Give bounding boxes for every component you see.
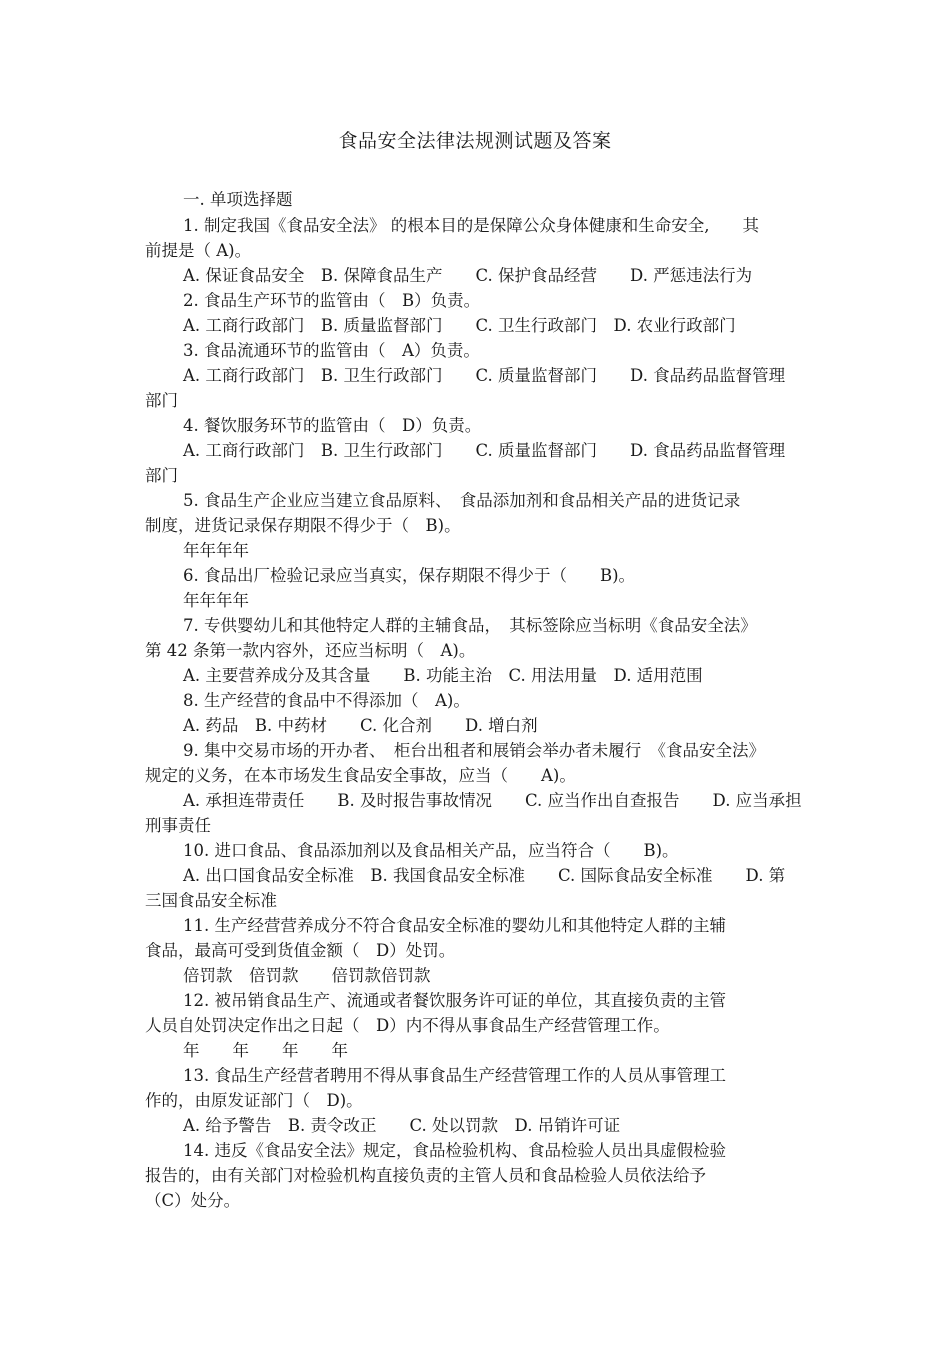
section-heading: 一. 单项选择题 [183, 190, 293, 209]
question-12: 12. 被吊销食品生产、流通或者餐饮服务许可证的单位，其直接负责的主管 [183, 991, 726, 1010]
question-9-cont: 规定的义务，在本市场发生食品安全事故，应当（ A)。 [145, 766, 576, 785]
question-5: 5. 食品生产企业应当建立食品原料、 食品添加剂和食品相关产品的进货记录 [183, 491, 741, 510]
question-11-cont: 食品，最高可受到货值金额（ D）处罚。 [145, 941, 456, 960]
question-14-cont-2: （C）处分。 [145, 1191, 241, 1210]
question-6: 6. 食品出厂检验记录应当真实，保存期限不得少于（ B)。 [183, 566, 636, 585]
question-8-options: A. 药品 B. 中药材 C. 化合剂 D. 增白剂 [183, 716, 538, 735]
question-1-cont: 前提是（ A)。 [145, 241, 252, 260]
question-3: 3. 食品流通环节的监管由（ A）负责。 [183, 341, 480, 360]
question-7-options: A. 主要营养成分及其含量 B. 功能主治 C. 用法用量 D. 适用范围 [183, 666, 703, 685]
question-11-options: 倍罚款 倍罚款 倍罚款倍罚款 [183, 966, 431, 985]
question-7-cont: 第 42 条第一款内容外，还应当标明（ A)。 [145, 641, 476, 660]
question-9-options: A. 承担连带责任 B. 及时报告事故情况 C. 应当作出自查报告 D. 应当承担 [183, 791, 802, 810]
question-10: 10. 进口食品、食品添加剂以及食品相关产品，应当符合（ B)。 [183, 841, 679, 860]
question-6-options: 年年年年 [183, 591, 249, 610]
question-3-options-cont: 部门 [145, 391, 178, 410]
question-10-options-cont: 三国食品安全标准 [145, 891, 277, 910]
question-13: 13. 食品生产经营者聘用不得从事食品生产经营管理工作的人员从事管理工 [183, 1066, 726, 1085]
question-4-options: A. 工商行政部门 B. 卫生行政部门 C. 质量监督部门 D. 食品药品监督管理 [183, 441, 786, 460]
question-14-cont: 报告的，由有关部门对检验机构直接负责的主管人员和食品检验人员依法给予 [145, 1166, 706, 1185]
question-5-cont: 制度，进货记录保存期限不得少于（ B)。 [145, 516, 461, 535]
question-12-options: 年 年 年 年 [183, 1041, 348, 1060]
question-4-options-cont: 部门 [145, 466, 178, 485]
question-2-options: A. 工商行政部门 B. 质量监督部门 C. 卫生行政部门 D. 农业行政部门 [183, 316, 736, 335]
question-1-options: A. 保证食品安全 B. 保障食品生产 C. 保护食品经营 D. 严惩违法行为 [183, 266, 753, 285]
question-11: 11. 生产经营营养成分不符合食品安全标准的婴幼儿和其他特定人群的主辅 [183, 916, 726, 935]
document-title: 食品安全法律法规测试题及答案 [338, 130, 612, 152]
question-14: 14. 违反《食品安全法》规定，食品检验机构、食品检验人员出具虚假检验 [183, 1141, 726, 1160]
question-9: 9. 集中交易市场的开办者、 柜台出租者和展销会举办者未履行 《食品安全法》 [183, 741, 765, 760]
question-13-cont: 作的，由原发证部门（ D)。 [145, 1091, 363, 1110]
question-5-options: 年年年年 [183, 541, 249, 560]
question-4: 4. 餐饮服务环节的监管由（ D）负责。 [183, 416, 482, 435]
question-2: 2. 食品生产环节的监管由（ B）负责。 [183, 291, 481, 310]
question-3-options: A. 工商行政部门 B. 卫生行政部门 C. 质量监督部门 D. 食品药品监督管理 [183, 366, 786, 385]
question-10-options: A. 出口国食品安全标准 B. 我国食品安全标准 C. 国际食品安全标准 D. 第 [183, 866, 786, 885]
question-13-options: A. 给予警告 B. 责令改正 C. 处以罚款 D. 吊销许可证 [183, 1116, 621, 1135]
question-8: 8. 生产经营的食品中不得添加（ A)。 [183, 691, 470, 710]
question-1: 1. 制定我国《食品安全法》 的根本目的是保障公众身体健康和生命安全, 其 [183, 216, 759, 235]
question-9-options-cont: 刑事责任 [145, 816, 211, 835]
question-7: 7. 专供婴幼儿和其他特定人群的主辅食品， 其标签除应当标明《食品安全法》 [183, 616, 757, 635]
question-12-cont: 人员自处罚决定作出之日起（ D）内不得从事食品生产经营管理工作。 [145, 1016, 670, 1035]
